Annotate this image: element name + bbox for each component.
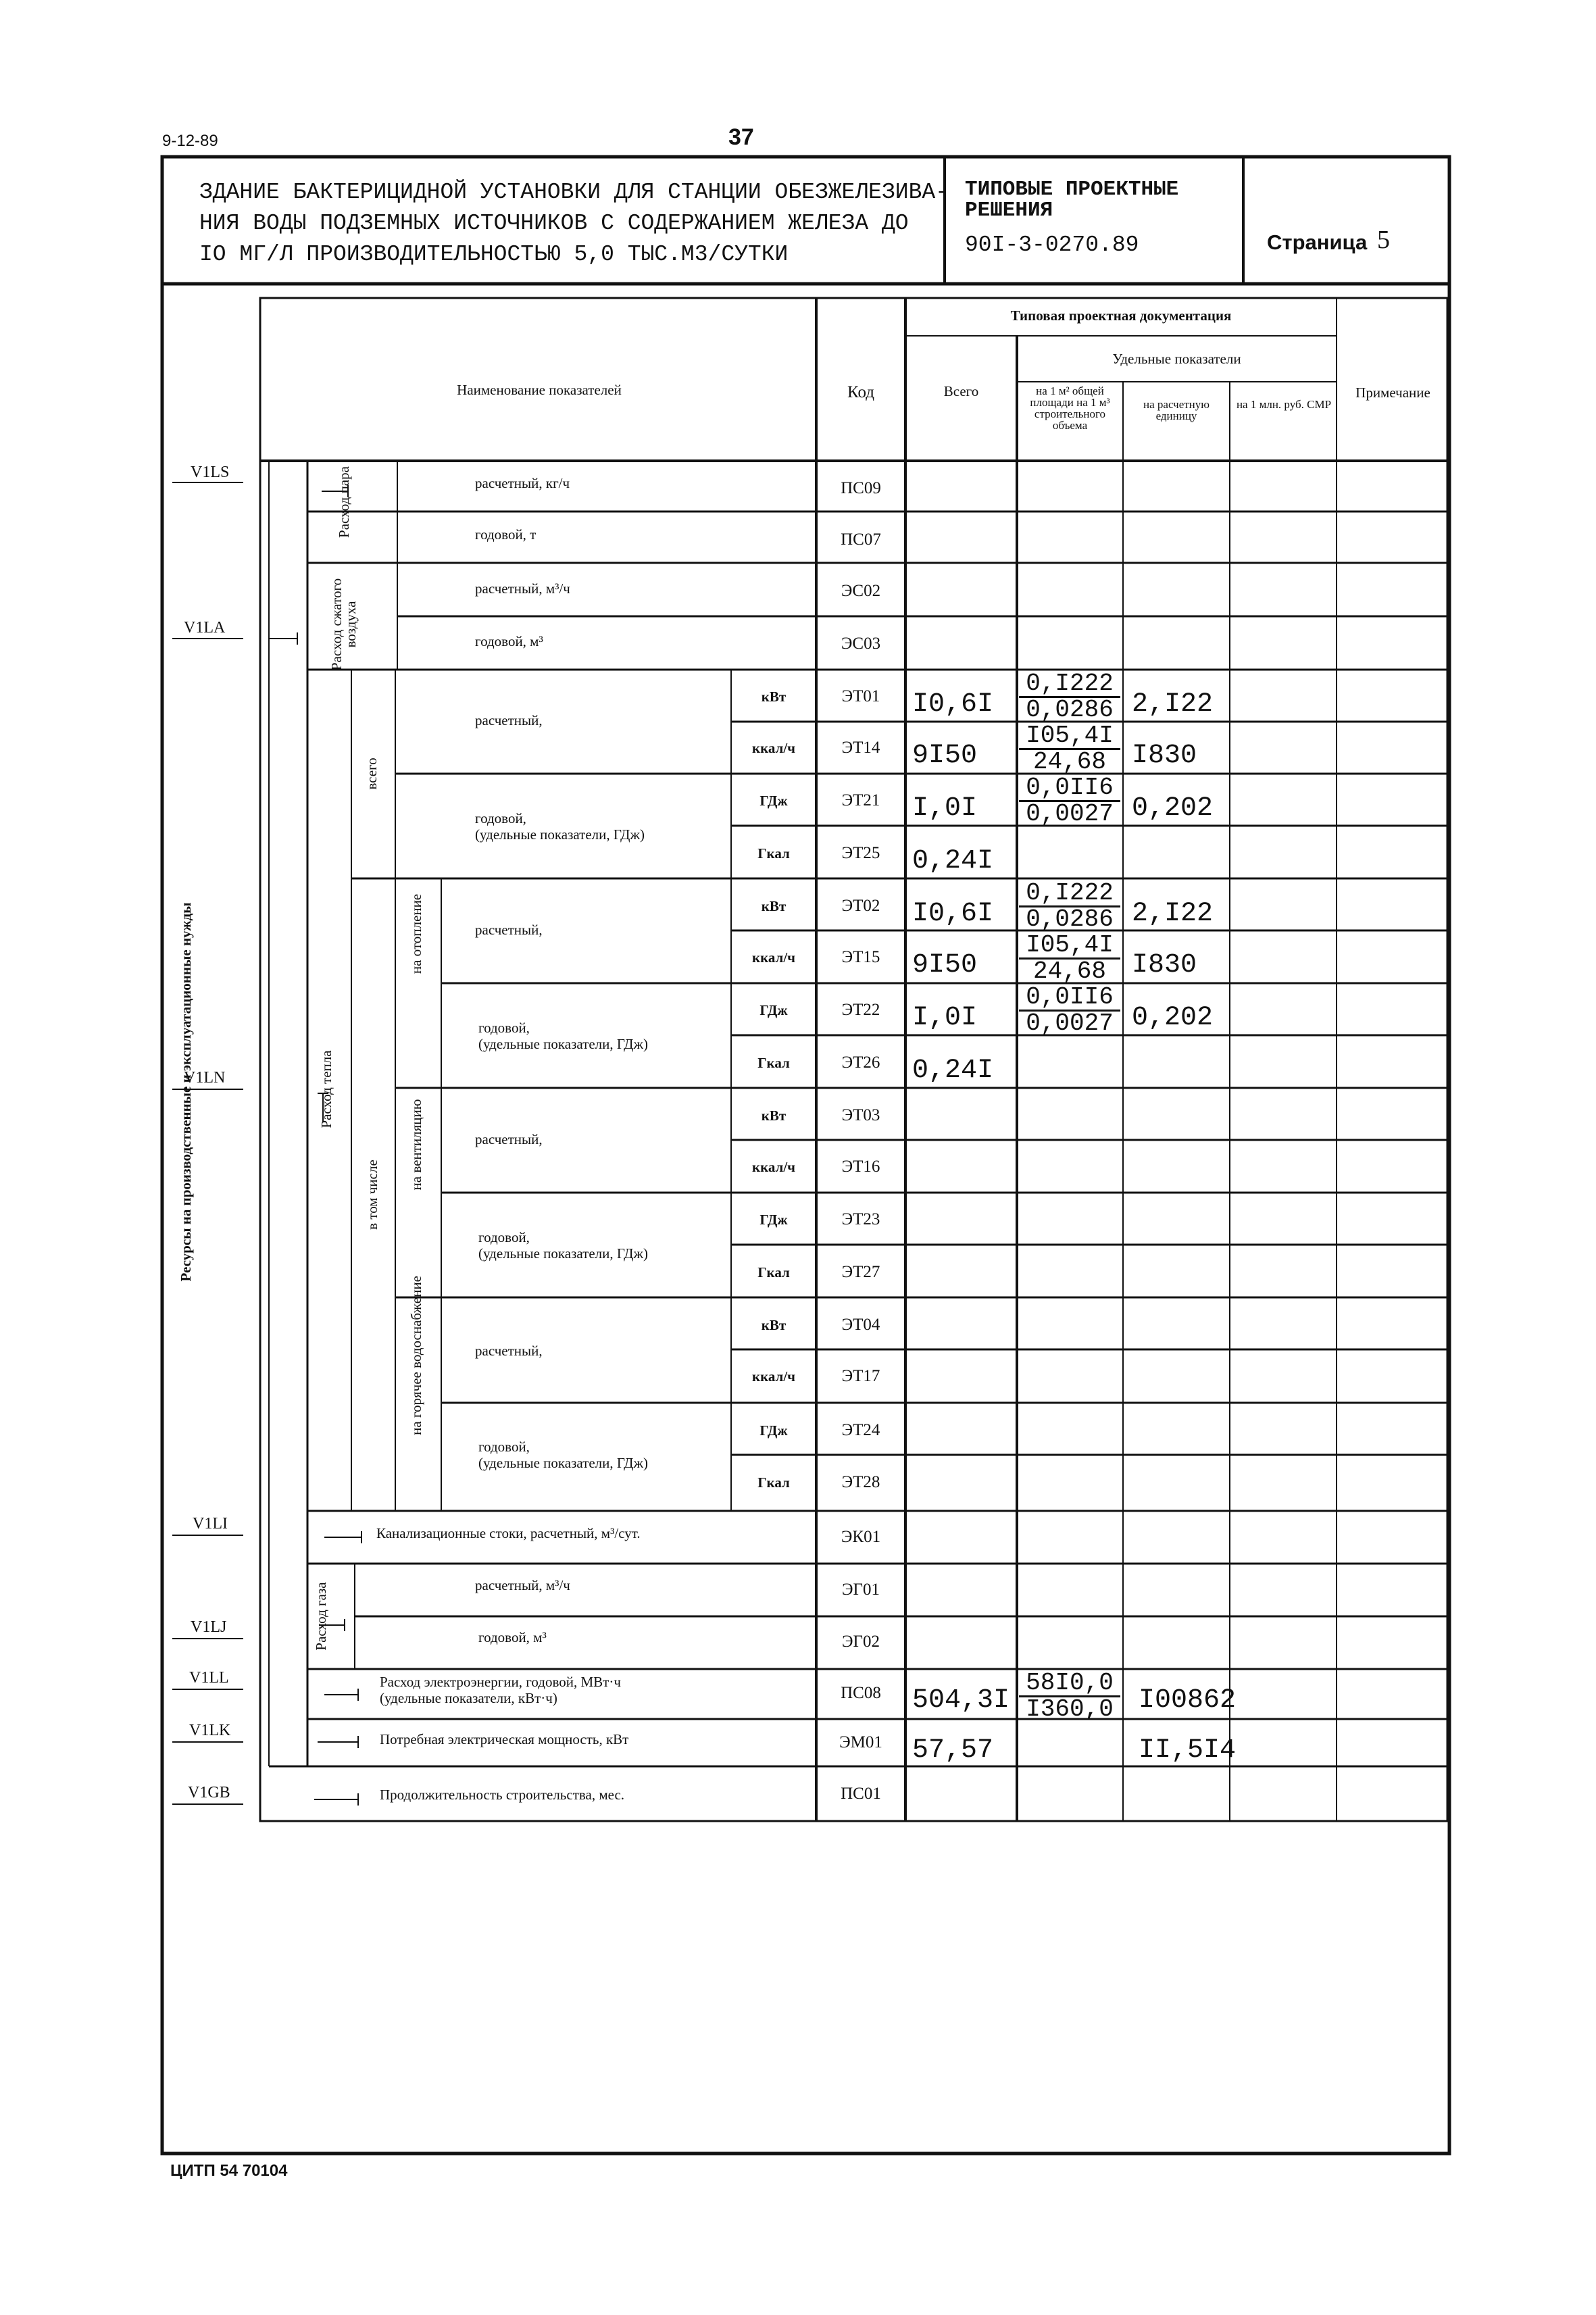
group-heat: Расход тепла [318, 1050, 334, 1128]
page-label: Страница [1267, 230, 1368, 254]
group-resources: Ресурсы на производственные и эксплуатационные нужды [178, 902, 194, 1282]
margin-code-v1lk: V1LK [189, 1722, 231, 1739]
label-air-annual: годовой, м³ [475, 633, 543, 649]
label-heating-calc: расчетный, [475, 922, 543, 938]
note-col-header: Примечание [1355, 384, 1430, 401]
total-col-header: Всего [943, 383, 979, 399]
code-et01: ЭТ01 [841, 687, 880, 705]
unit-gcal: Гкал [757, 845, 790, 862]
unit-kw: кВт [761, 1107, 787, 1124]
series-code: 90I-3-0270.89 [965, 232, 1139, 257]
value-ps08-total: 504,3I [912, 1685, 1010, 1716]
value-et21-unit: 0,202 [1132, 793, 1214, 824]
code-et16: ЭТ16 [841, 1158, 880, 1176]
label-electric-1: Расход электроэнергии, годовой, МВт·ч [380, 1674, 621, 1690]
value-et25-total: 0,24I [912, 846, 994, 876]
series-label [965, 179, 1178, 221]
code-et04: ЭТ04 [841, 1316, 880, 1334]
value-et14-total: 9I50 [912, 741, 978, 771]
code-et22: ЭТ22 [841, 1001, 880, 1019]
footer-code: ЦИТП 54 70104 [170, 2162, 288, 2180]
value-em01-total: 57,57 [912, 1735, 994, 1766]
label-sewage: Канализационные стоки, расчетный, м³/сут. [376, 1525, 641, 1541]
value-et22-specific [1019, 985, 1120, 1036]
value-et14-specific [1019, 724, 1120, 774]
label-total-calc: расчетный, [475, 712, 543, 728]
value-et15-unit: I830 [1132, 950, 1197, 980]
page-number: 37 [728, 124, 754, 150]
code-et21: ЭТ21 [841, 791, 880, 810]
specific-group-header: Удельные показатели [1112, 351, 1241, 367]
doc-title [199, 177, 949, 271]
fraction-numerator: 58I0,0 [1019, 1671, 1120, 1697]
unit-gcal: Гкал [757, 1055, 790, 1071]
code-et28: ЭТ28 [841, 1473, 880, 1491]
group-heating: на отопление [408, 893, 424, 974]
fraction-numerator: 0,I222 [1019, 672, 1120, 698]
label-power: Потребная электрическая мощность, кВт [380, 1731, 629, 1747]
value-et26-total: 0,24I [912, 1055, 994, 1086]
label-vent-annual-note: (удельные показатели, ГДж) [478, 1245, 649, 1262]
unit-gj: ГДж [759, 1002, 788, 1018]
label-steam-calc: расчетный, кг/ч [475, 475, 570, 491]
code-et17: ЭТ17 [841, 1367, 880, 1385]
fraction-denominator: 0,0286 [1026, 905, 1114, 933]
code-et14: ЭТ14 [841, 739, 880, 757]
series-line-2: РЕШЕНИЯ [965, 199, 1053, 222]
code-et23: ЭТ23 [841, 1210, 880, 1228]
value-et01-specific [1019, 672, 1120, 722]
margin-code-v1li: V1LI [193, 1515, 228, 1533]
label-hw-calc: расчетный, [475, 1343, 543, 1359]
group-hot-water: на горячее водоснабжение [408, 1276, 424, 1435]
label-total-annual-note: (удельные показатели, ГДж) [475, 826, 645, 843]
code-col-header: Код [847, 383, 874, 401]
value-et02-unit: 2,I22 [1132, 899, 1214, 929]
label-gas-calc: расчетный, м³/ч [475, 1577, 570, 1593]
title-line-1: ЗДАНИЕ БАКТЕРИЦИДНОЙ УСТАНОВКИ ДЛЯ СТАНЦИИ ОБЕЗЖЕЛЕЗИВА- [199, 180, 949, 205]
unit-kcal: ккал/ч [751, 1159, 796, 1175]
fraction-denominator: 24,68 [1032, 957, 1107, 985]
code-ps07: ПС07 [841, 530, 881, 549]
title-line-3: IO МГ/Л ПРОИЗВОДИТЕЛЬНОСТЬЮ 5,0 ТЫС.М3/СУТКИ [199, 242, 789, 268]
value-et15-specific [1019, 933, 1120, 984]
label-vent-annual: годовой, [478, 1229, 530, 1245]
unit-kw: кВт [761, 898, 787, 914]
label-electric-2: (удельные показатели, кВт·ч) [380, 1690, 557, 1706]
margin-code-v1lj: V1LJ [191, 1618, 227, 1636]
per-mln-header: на 1 млн. руб. СМР [1236, 398, 1332, 411]
fraction-denominator: 0,0027 [1026, 800, 1114, 828]
margin-code-v1gb: V1GB [188, 1784, 230, 1801]
code-eg01: ЭГ01 [842, 1580, 880, 1599]
fraction-numerator: 0,0II6 [1019, 776, 1120, 802]
value-ps08-specific [1019, 1671, 1120, 1722]
group-total: всего [364, 757, 380, 790]
unit-gj: ГДж [759, 1212, 788, 1228]
fraction-numerator: 0,I222 [1019, 881, 1120, 907]
name-col-header: Наименование показателей [457, 382, 622, 398]
code-ps08: ПС08 [841, 1684, 881, 1702]
value-ps08-unit: I00862 [1139, 1685, 1237, 1716]
value-et15-total: 9I50 [912, 950, 978, 980]
unit-gj: ГДж [759, 793, 788, 809]
label-steam-annual: годовой, т [475, 526, 537, 543]
unit-kw: кВт [761, 689, 787, 705]
label-total-annual: годовой, [475, 810, 526, 826]
unit-kcal: ккал/ч [751, 1368, 796, 1385]
value-em01-unit: II,5I4 [1139, 1735, 1237, 1766]
value-et22-unit: 0,202 [1132, 1003, 1214, 1033]
unit-gcal: Гкал [757, 1264, 790, 1280]
label-hw-annual-note: (удельные показатели, ГДж) [478, 1455, 649, 1471]
per-unit-header: на расчетную единицу [1143, 398, 1210, 422]
unit-kw: кВт [761, 1317, 787, 1333]
code-eg02: ЭГ02 [842, 1633, 880, 1651]
margin-code-v1la: V1LA [184, 619, 226, 637]
unit-gcal: Гкал [757, 1474, 790, 1491]
label-hw-annual: годовой, [478, 1439, 530, 1455]
label-vent-calc: расчетный, [475, 1131, 543, 1147]
margin-code-v1ll: V1LL [189, 1669, 229, 1687]
label-duration: Продолжительность строительства, мес. [380, 1787, 625, 1803]
group-incl: в том числе [364, 1160, 380, 1230]
code-es03: ЭС03 [841, 634, 881, 653]
page-value: 5 [1377, 226, 1390, 254]
code-et02: ЭТ02 [841, 897, 880, 915]
value-et22-total: I,0I [912, 1003, 978, 1033]
group-steam: Расход пара [336, 466, 352, 538]
margin-code-v1ln: V1LN [184, 1069, 226, 1087]
code-ek01: ЭК01 [841, 1528, 881, 1546]
label-heating-annual-note: (удельные показатели, ГДж) [478, 1036, 649, 1052]
fraction-denominator: 0,0286 [1026, 696, 1114, 724]
fraction-numerator: I05,4I [1019, 933, 1120, 960]
doc-group-header: Типовая проектная документация [1010, 307, 1232, 324]
unit-kcal: ккал/ч [751, 740, 796, 756]
label-air-calc: расчетный, м³/ч [475, 580, 570, 597]
fraction-denominator: 0,0027 [1026, 1010, 1114, 1037]
code-et24: ЭТ24 [841, 1421, 880, 1439]
series-line-1: ТИПОВЫЕ ПРОЕКТНЫЕ [965, 178, 1179, 201]
fraction-numerator: 0,0II6 [1019, 985, 1120, 1012]
code-em01: ЭМ01 [839, 1733, 882, 1751]
fraction-numerator: I05,4I [1019, 724, 1120, 750]
margin-code-v1ls: V1LS [191, 464, 230, 481]
value-et14-unit: I830 [1132, 741, 1197, 771]
value-et21-total: I,0I [912, 793, 978, 824]
doc-code: 9-12-89 [162, 132, 218, 150]
fraction-denominator: I360,0 [1026, 1695, 1114, 1723]
value-et01-unit: 2,I22 [1132, 689, 1214, 720]
code-et25: ЭТ25 [841, 844, 880, 862]
group-vent: на вентиляцию [408, 1099, 424, 1191]
value-et21-specific [1019, 776, 1120, 826]
value-et02-total: I0,6I [912, 899, 994, 929]
code-es02: ЭС02 [841, 582, 881, 600]
value-et02-specific [1019, 881, 1120, 932]
code-ps01: ПС01 [841, 1785, 881, 1803]
group-gas: Расход газа [313, 1582, 329, 1651]
code-et03: ЭТ03 [841, 1106, 880, 1124]
group-air: Расход сжатого воздуха [328, 578, 359, 671]
per-m2-header: на 1 м² общей площади на 1 м³ строительного объема [1030, 384, 1110, 432]
label-heating-annual: годовой, [478, 1020, 530, 1036]
code-et27: ЭТ27 [841, 1263, 880, 1281]
code-et26: ЭТ26 [841, 1053, 880, 1072]
code-et15: ЭТ15 [841, 948, 880, 966]
unit-kcal: ккал/ч [751, 949, 796, 966]
title-line-2: НИЯ ВОДЫ ПОДЗЕМНЫХ ИСТОЧНИКОВ С СОДЕРЖАНИЕМ ЖЕЛЕЗА ДО [199, 211, 909, 237]
code-ps09: ПС09 [841, 479, 881, 497]
unit-gj: ГДж [759, 1422, 788, 1439]
value-et01-total: I0,6I [912, 689, 994, 720]
label-gas-annual: годовой, м³ [478, 1629, 547, 1645]
fraction-denominator: 24,68 [1032, 748, 1107, 776]
